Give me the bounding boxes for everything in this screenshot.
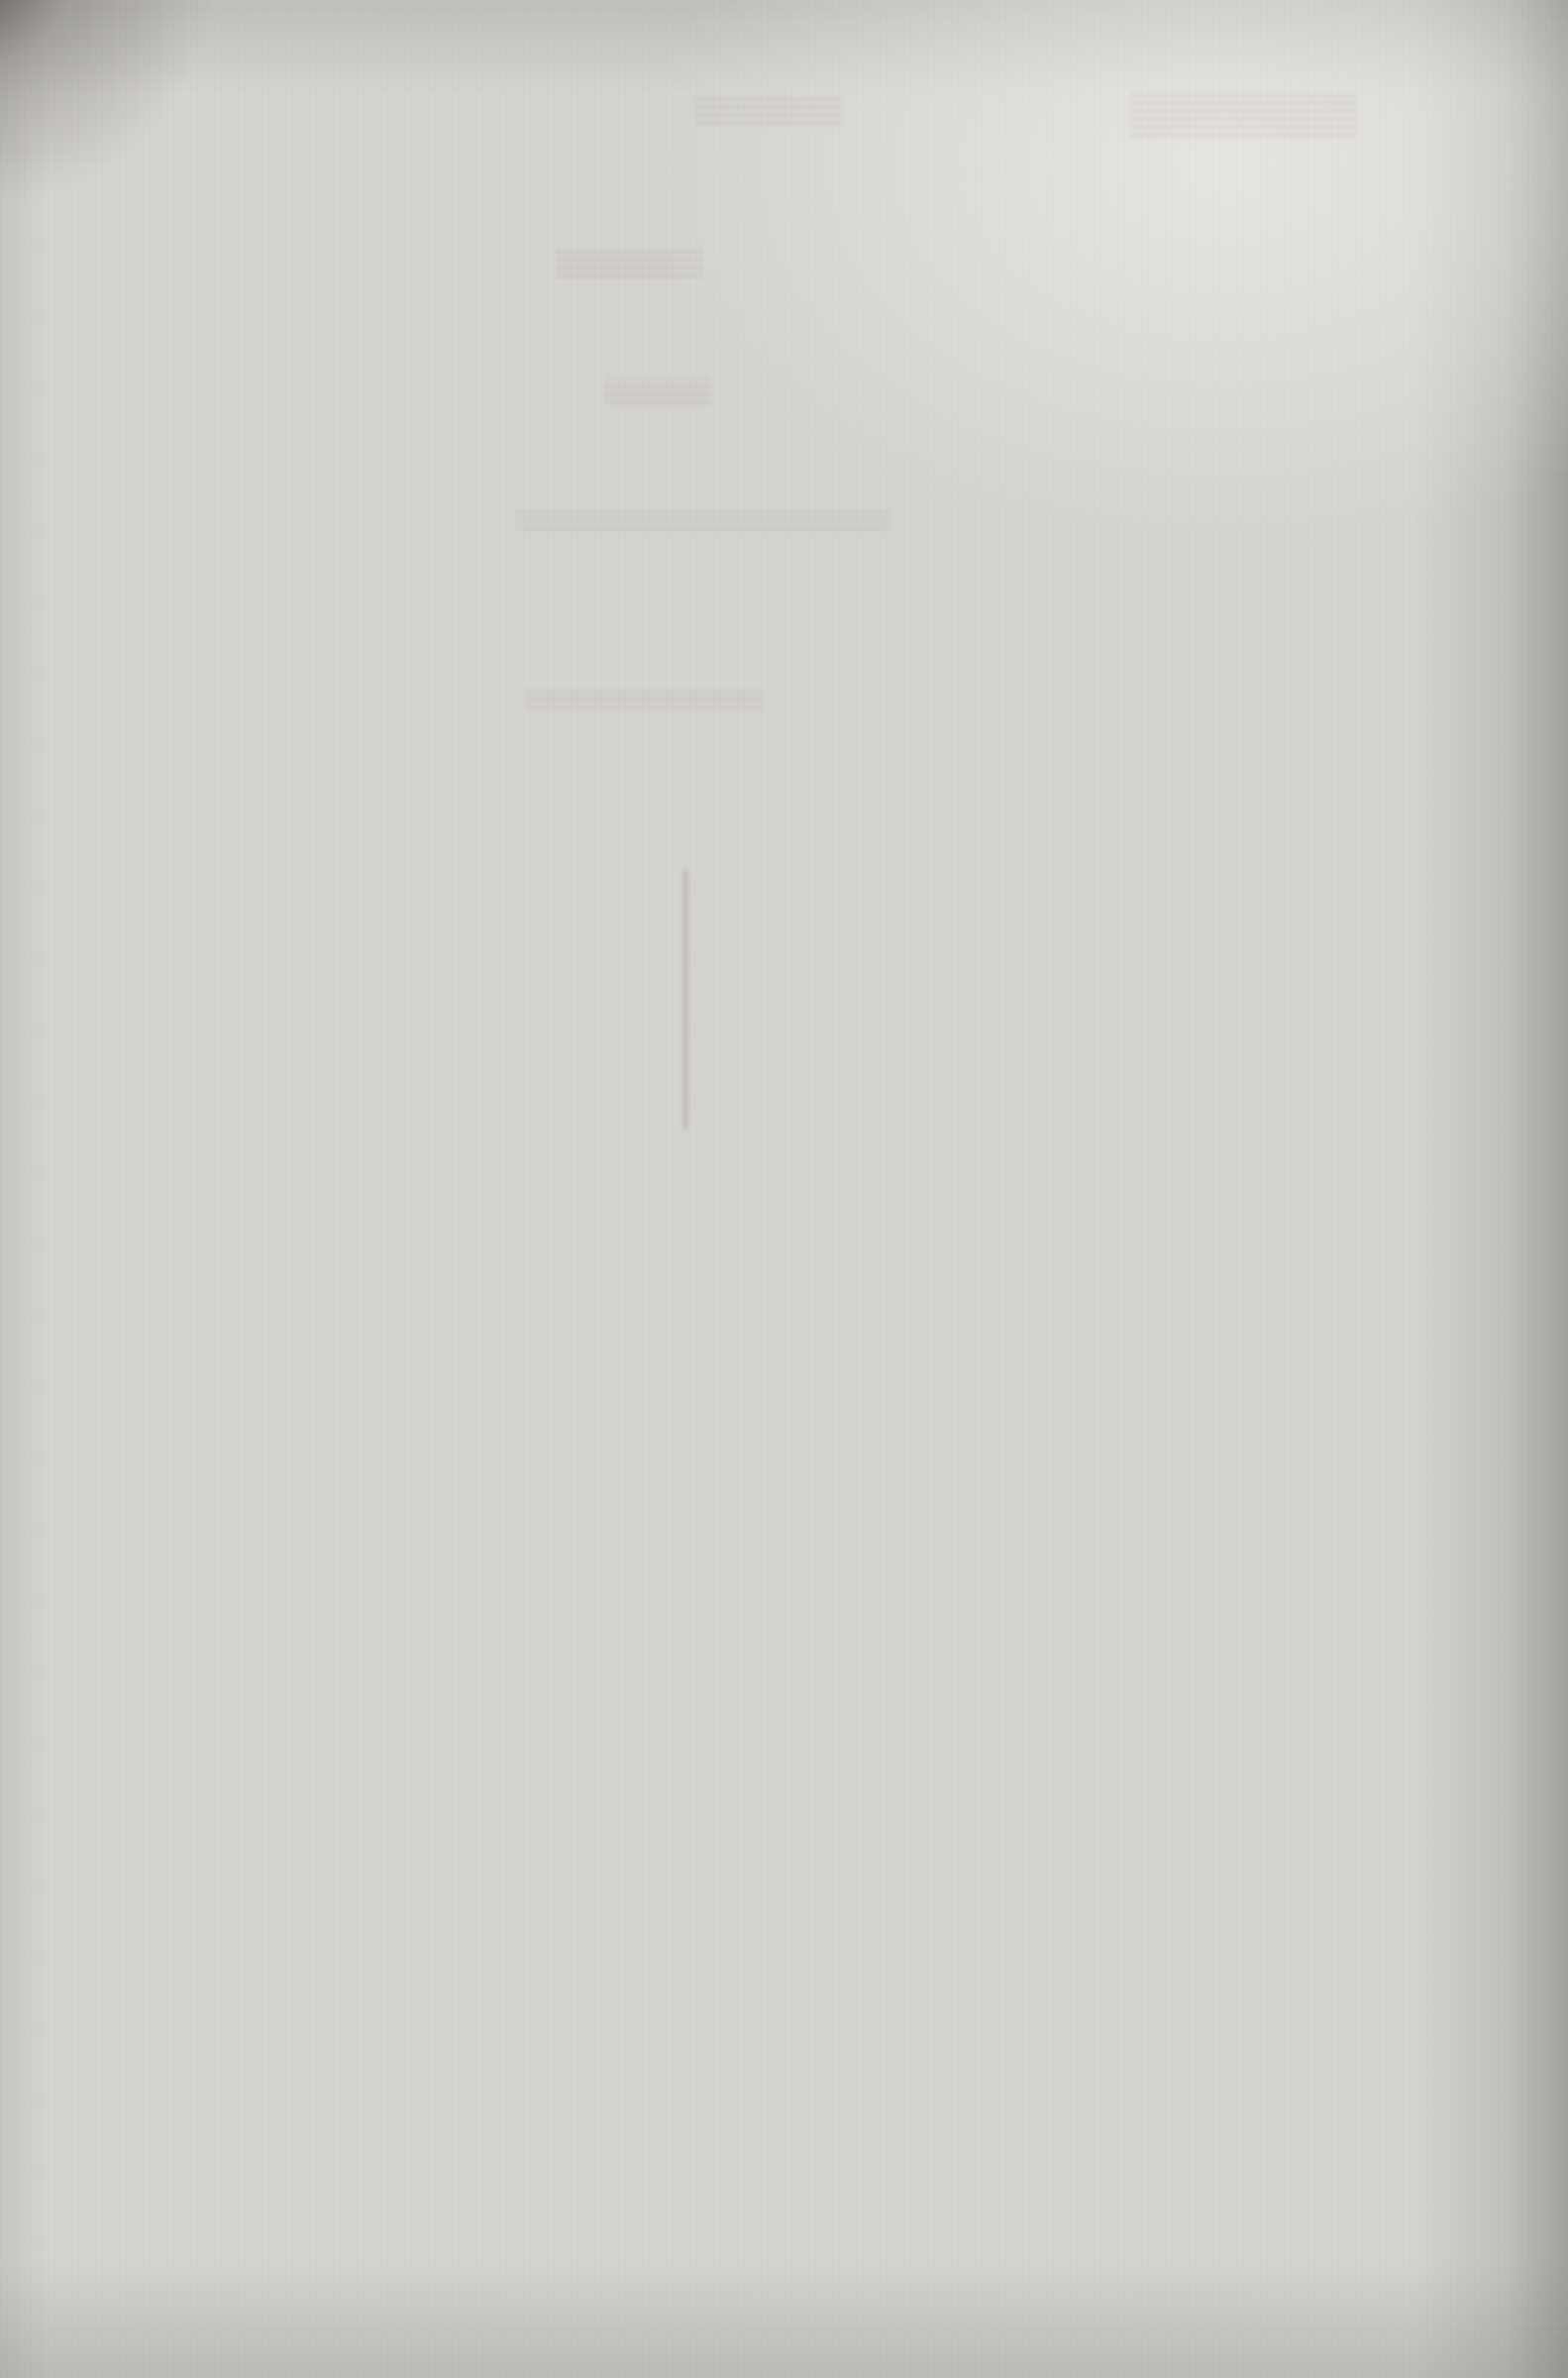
options-price-list [0,137,1558,152]
section-title [0,137,1558,152]
connected-services-list [0,0,1558,125]
